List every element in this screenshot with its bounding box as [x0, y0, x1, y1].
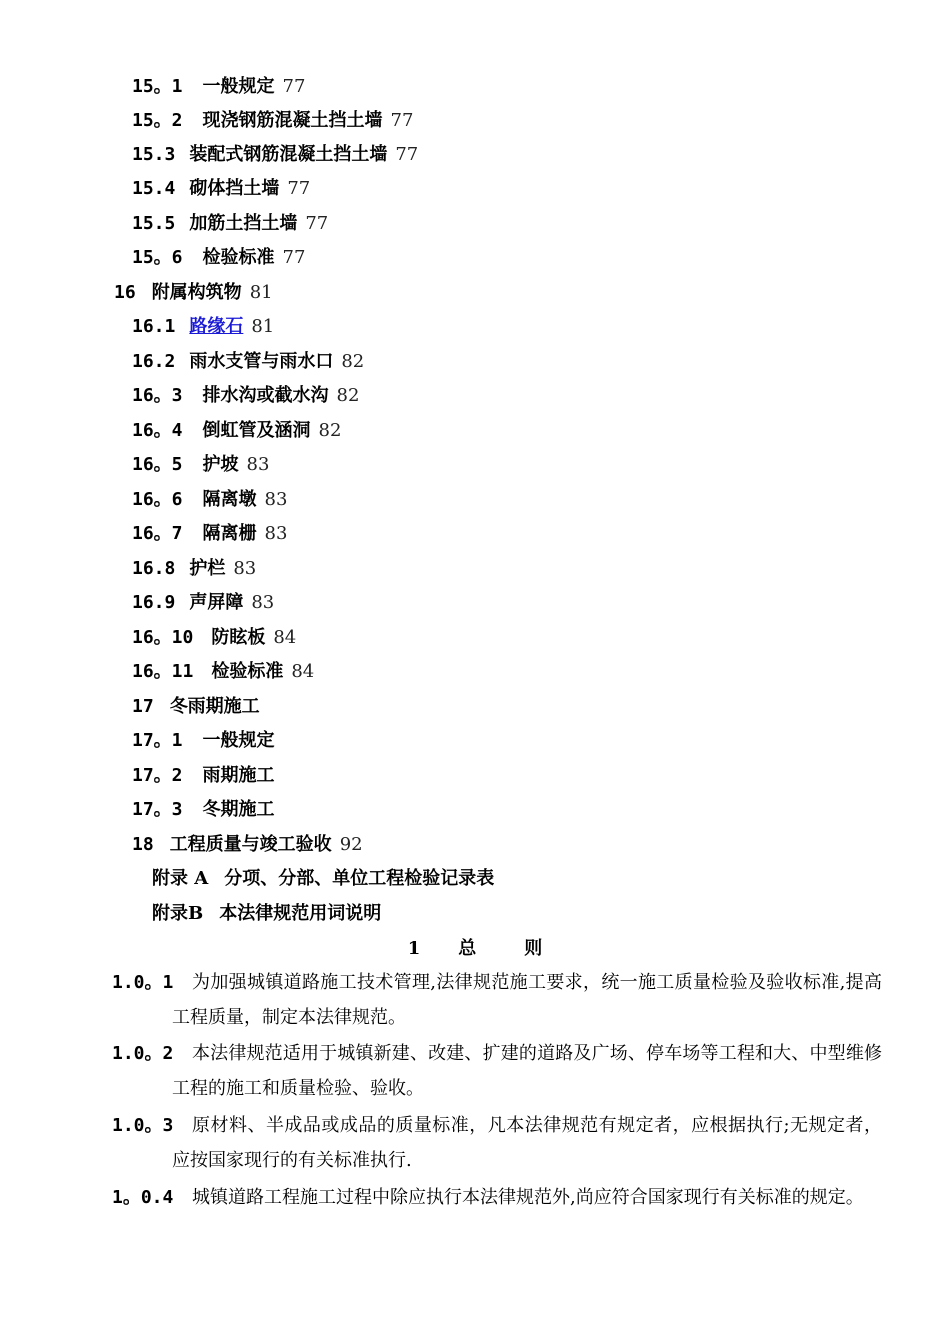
toc-page: 77 [282, 247, 306, 268]
chapter-title-part: 总 [458, 938, 477, 959]
toc-number: 16。11 [132, 661, 194, 682]
toc-number: 16.1 [132, 316, 176, 337]
clause [112, 1109, 882, 1178]
toc-title: 防眩板 [211, 627, 266, 648]
toc-title: 雨水支管与雨水口 [189, 351, 334, 372]
clause-number: 1.0。3 [112, 1115, 174, 1136]
chapter-title-part: 则 [524, 938, 543, 959]
clause-text: 本法律规范适用于城镇新建、改建、扩建的道路及广场、停车场等工程和大、中型维修工程的施工和质量检验、验收。 [172, 1043, 882, 1099]
toc-entry[interactable] [132, 414, 341, 448]
toc-title: 砌体挡土墙 [189, 178, 280, 199]
toc-number: 16。3 [132, 385, 183, 406]
toc-entry[interactable] [132, 104, 413, 138]
toc-title: 一般规定 [202, 76, 275, 97]
toc-title: 排水沟或截水沟 [202, 385, 329, 406]
toc-title: 护栏 [189, 558, 226, 579]
clause-text: 原材料、半成品或成品的质量标准，凡本法律规范有规定者，应根据执行;无规定者，应按国家现行的有关标准执行. [172, 1115, 882, 1171]
clause-number: 1.0。1 [112, 972, 174, 993]
toc-entry[interactable] [132, 241, 305, 275]
toc-page: 77 [287, 178, 311, 199]
toc-number: 16。7 [132, 523, 183, 544]
toc-page: 83 [246, 454, 270, 475]
toc-entry[interactable] [132, 828, 363, 862]
toc-number: 15。6 [132, 247, 183, 268]
toc-entry[interactable] [132, 172, 310, 206]
toc-entry[interactable] [132, 138, 418, 172]
toc-title: 检验标准 [202, 247, 275, 268]
toc-entry[interactable] [132, 793, 283, 827]
toc-title: 装配式钢筋混凝土挡土墙 [189, 144, 388, 165]
toc-title: 附属构筑物 [151, 282, 242, 303]
toc-number: 17。3 [132, 799, 183, 820]
toc-number: 17。2 [132, 765, 183, 786]
toc-entry[interactable] [132, 552, 256, 586]
toc-number: 16。10 [132, 627, 194, 648]
toc-page: 81 [249, 282, 273, 303]
toc-entry[interactable] [132, 621, 296, 655]
toc-page: 77 [390, 110, 414, 131]
toc-number: 15。2 [132, 110, 183, 131]
toc-title: 本法律规范用词说明 [219, 903, 382, 924]
toc-entry[interactable] [152, 897, 389, 931]
toc-entry[interactable] [114, 276, 273, 310]
clause [112, 1181, 882, 1216]
toc-number: 15.3 [132, 144, 176, 165]
toc-title: 分项、分部、单位工程检验记录表 [224, 868, 495, 889]
toc-entry[interactable] [132, 310, 274, 344]
toc-title: 雨期施工 [202, 765, 275, 786]
toc-entry[interactable] [132, 655, 314, 689]
toc-page: 81 [251, 316, 275, 337]
toc-title: 冬期施工 [202, 799, 275, 820]
toc-title-link[interactable]: 路缘石 [189, 316, 244, 337]
toc-number: 16。4 [132, 420, 183, 441]
toc-number: 16 [114, 282, 136, 303]
toc-page: 77 [395, 144, 419, 165]
toc-entry[interactable] [132, 207, 328, 241]
toc-number: 17 [132, 696, 154, 717]
toc-title: 冬雨期施工 [169, 696, 260, 717]
toc-entry[interactable] [132, 586, 274, 620]
toc-title: 倒虹管及涵洞 [202, 420, 311, 441]
toc-page: 82 [318, 420, 342, 441]
toc-number: 15.5 [132, 213, 176, 234]
toc-entry[interactable] [132, 724, 283, 758]
toc-page: 82 [341, 351, 365, 372]
toc-page: 84 [273, 627, 297, 648]
toc-entry[interactable] [132, 483, 287, 517]
toc-page: 83 [264, 523, 288, 544]
toc-number: 16。6 [132, 489, 183, 510]
chapter-heading [0, 932, 950, 966]
clause [112, 1037, 882, 1106]
toc-number: 15。1 [132, 76, 183, 97]
clause-text: 城镇道路工程施工过程中除应执行本法律规范外,尚应符合国家现行有关标准的规定。 [192, 1187, 864, 1208]
toc-page: 82 [336, 385, 360, 406]
toc-number: 15.4 [132, 178, 176, 199]
toc-title: 护坡 [202, 454, 239, 475]
toc-page: 77 [282, 76, 306, 97]
toc-title: 检验标准 [211, 661, 284, 682]
toc-title: 声屏障 [189, 592, 244, 613]
toc-title: 一般规定 [202, 730, 275, 751]
toc-entry[interactable] [132, 70, 305, 104]
toc-number: 17。1 [132, 730, 183, 751]
toc-number: 附录B [152, 903, 204, 924]
clause-number: 1。0.4 [112, 1187, 174, 1208]
toc-page: 83 [233, 558, 257, 579]
clause [112, 966, 882, 1035]
toc-page: 84 [291, 661, 315, 682]
clause-text: 为加强城镇道路施工技术管理,法律规范施工要求，统一施工质量检验及验收标准,提高工程质量，制定本法律规范。 [172, 972, 882, 1028]
toc-entry[interactable] [152, 862, 502, 896]
toc-entry[interactable] [132, 448, 269, 482]
toc-number: 16。5 [132, 454, 183, 475]
toc-page: 83 [251, 592, 275, 613]
toc-number: 附录 A [152, 868, 209, 889]
toc-page: 92 [339, 834, 363, 855]
toc-title: 隔离栅 [202, 523, 257, 544]
toc-entry[interactable] [132, 379, 359, 413]
toc-entry[interactable] [132, 517, 287, 551]
toc-entry[interactable] [132, 759, 283, 793]
toc-title: 加筋土挡土墙 [189, 213, 298, 234]
chapter-number: 1 [407, 938, 421, 959]
toc-entry[interactable] [132, 690, 268, 724]
toc-entry[interactable] [132, 345, 364, 379]
toc-number: 18 [132, 834, 154, 855]
toc-number: 16.2 [132, 351, 176, 372]
toc-title: 隔离墩 [202, 489, 257, 510]
toc-number: 16.9 [132, 592, 176, 613]
toc-title: 工程质量与竣工验收 [169, 834, 332, 855]
toc-page: 83 [264, 489, 288, 510]
clause-number: 1.0。2 [112, 1043, 174, 1064]
toc-title: 现浇钢筋混凝土挡土墙 [202, 110, 383, 131]
toc-number: 16.8 [132, 558, 176, 579]
toc-page: 77 [305, 213, 329, 234]
